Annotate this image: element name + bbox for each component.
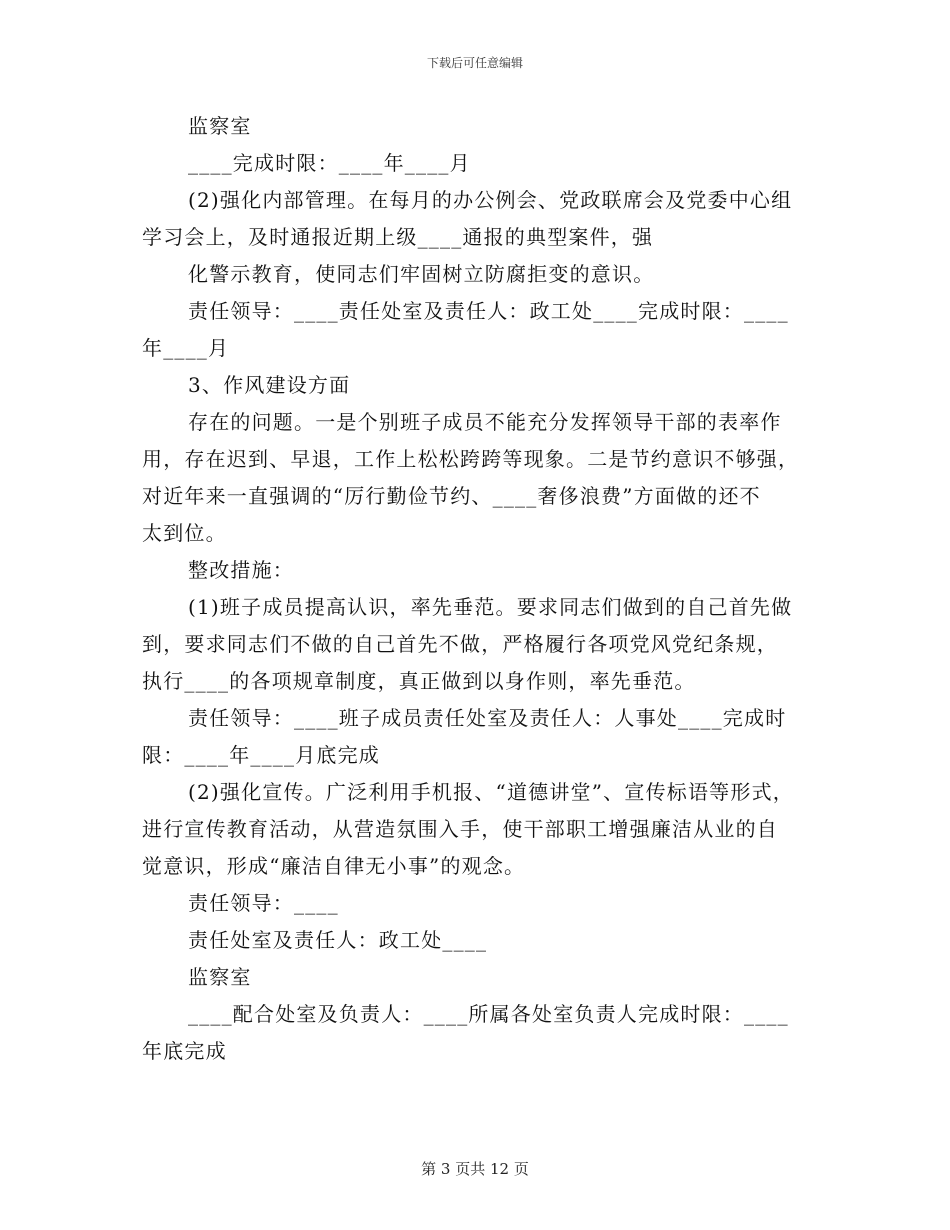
text-line: 限：____年____月底完成 [142,743,380,767]
text-line: 用，存在迟到、早退，工作上松松跨跨等现象。二是节约意识不够强， [142,447,800,471]
text-line: ____配合处室及负责人：____所属各处室负责人完成时限：____ [188,1002,789,1026]
text-line: 年____月 [142,336,230,360]
text-line: 整改措施： [188,558,294,582]
text-line: 觉意识，形成“廉洁自律无小事”的观念。 [142,854,526,878]
text-line: (1)班子成员提高认识，率先垂范。要求同志们做到的自己首先做 [188,595,793,619]
section-heading: 3、作风建设方面 [188,373,351,397]
text-line: 学习会上，及时通报近期上级____通报的典型案件，强 [142,225,654,249]
text-line: 责任领导：____ [188,891,339,915]
text-line: ____完成时限：____年____月 [188,151,471,175]
page-number: 第 3 页共 12 页 [421,1160,529,1178]
text-line: 监察室 [188,114,252,138]
text-line: 责任处室及责任人：政工处____ [188,928,488,952]
text-line: 责任领导：____班子成员责任处室及责任人：人事处____完成时 [188,706,787,730]
page-header: 下载后可任意编辑 [426,56,523,70]
text-line: 太到位。 [142,521,227,545]
text-line: 责任领导：____责任处室及责任人：政工处____完成时限：____ [188,299,789,323]
text-line: 年底完成 [142,1039,227,1063]
text-line: (2)强化内部管理。在每月的办公例会、党政联席会及党委中心组 [188,188,793,212]
text-line: 化警示教育，使同志们牢固树立防腐拒变的意识。 [188,262,655,286]
text-line: 进行宣传教育活动，从营造氛围入手，使干部职工增强廉洁从业的自 [142,817,778,841]
text-line: 存在的问题。一是个别班子成员不能充分发挥领导干部的表率作 [188,410,782,434]
text-line: 对近年来一直强调的“厉行勤俭节约、____奢侈浪费”方面做的还不 [142,484,761,508]
text-line: 到，要求同志们不做的自己首先不做，严格履行各项党风党纪条规， [142,632,778,656]
text-line: 监察室 [188,965,252,989]
text-line: 执行____的各项规章制度，真正做到以身作则，率先垂范。 [142,669,696,693]
text-line: (2)强化宣传。广泛利用手机报、“道德讲堂”、宣传标语等形式， [188,780,794,804]
